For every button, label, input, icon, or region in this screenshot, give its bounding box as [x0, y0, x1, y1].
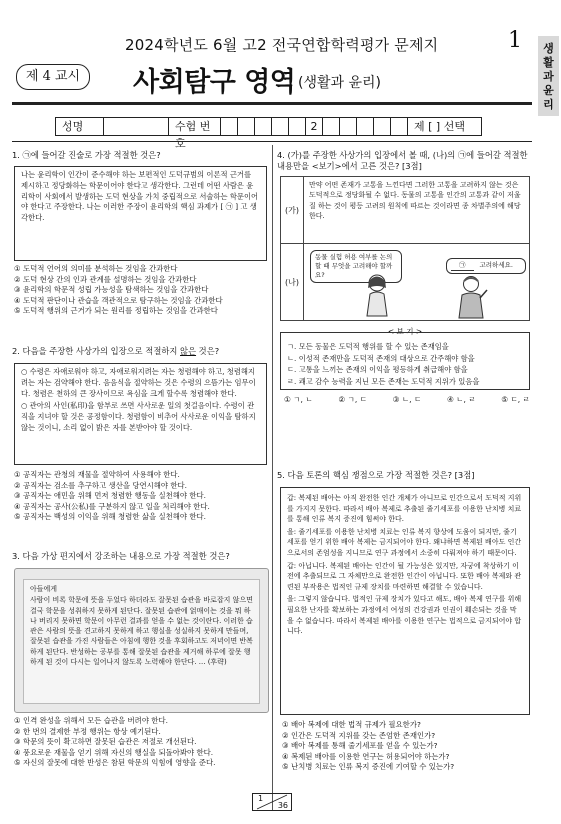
exam-no-cell[interactable] [255, 118, 272, 135]
side-tab-char: 활 [543, 56, 554, 69]
teacher-speech-bubble [446, 258, 526, 274]
footer-page: 1 [258, 794, 264, 803]
q2-stem-pre: 2. 다음을 주장한 사상가의 입장으로 적절하지 [12, 346, 181, 356]
debate-turn [287, 594, 523, 636]
q4-row-na [281, 244, 529, 321]
exam-no-cell[interactable] [238, 118, 255, 135]
exam-no-cell[interactable] [323, 118, 340, 135]
q4-option[interactable]: ⑤ ㄷ, ㄹ [501, 395, 530, 404]
name-label: 성명 [56, 118, 104, 135]
subject-side-tab [538, 36, 559, 116]
q4-options [284, 394, 530, 405]
q1-passage-text: 나는 윤리학이 인간이 준수해야 하는 보편적인 도덕규범의 이론적 근거를 제시하고 정당화하는 학문이어야 한다고 생각한다. 그런데 어떤 사람은 윤리학이 사회에서 발생하는 도덕 현상을 가치 중립적으로 서술하는 학문이어야 한다고 주장한다. 나는 이러한 주장이 윤리학의 핵심 과제가 [ ㉠ ] 고 생각한다. [21, 170, 259, 223]
q3-letter-body: 사람이 비록 학문에 뜻을 두었다 하더라도 잘못된 습관을 바로잡지 않으면 결국 학문을 성취하지 못하게 된단다. 잘못된 습관에 얽매이는 것을 뭐 하나 버리지 못하면 학문이 아무런 결과를 얻을 수 없는 것이란다. 이러한 습관은 사람의 뜻을 견고하지 못하게 하고 행실을 성실하지 못하게 만들며, 잘못된 습관을 가진 사람들은 아침에 행한 것을 후회하고도 저녁이면 반복하게 된단다. 반성하는 공부를 통해 잘못된 습관을 제거해 하루에 잘못 행하게 된 것이 다시는 일어나지 않도록 노력해야 한단다. ... (후략) [30, 596, 253, 667]
debate-turn [287, 527, 523, 559]
exam-no-cell[interactable] [357, 118, 374, 135]
subject-title: 사회탐구 영역 [133, 67, 296, 98]
q3-stem: 3. 다음 가상 편지에서 강조하는 내용으로 가장 적절한 것은? [12, 551, 230, 561]
header-rule [12, 102, 532, 105]
subject-subtitle: (생활과 윤리) [298, 75, 381, 91]
q3-letter [23, 579, 260, 704]
q2-option[interactable]: ① 공직자는 관청의 재물을 절약하여 사용해야 한다. [14, 470, 180, 479]
q4-ga-text: 만약 어떤 존재가 고통을 느낀다면 그러한 고통을 고려하지 않는 것은 도덕적으로 정당화될 수 없다. 동물의 고통을 인간의 고통과 같이 저울질 하는 것이 평등 고려의 원칙에 따르는 것이라면 종 차별주의에 해당한다. [309, 181, 521, 221]
q3-options [14, 716, 272, 769]
q1-option[interactable]: ④ 도덕적 판단이나 관습을 객관적으로 탐구하는 것임을 간과한다 [14, 295, 223, 305]
side-tab-char: 윤 [543, 84, 554, 97]
bogi-item: ㄴ. 이성적 존재만을 도덕적 존재의 대상으로 간주해야 함을 [287, 353, 475, 363]
exam-no-cell[interactable] [272, 118, 289, 135]
debate-turn [287, 493, 523, 525]
q2-options [14, 470, 272, 523]
bogi-item: ㄹ. 쾌고 감수 능력을 지닌 모든 존재는 도덕적 지위가 있음을 [287, 376, 480, 386]
q4-option[interactable]: ① ㄱ, ㄴ [284, 395, 313, 404]
bogi-title: < 보 기 > [387, 327, 423, 336]
exam-no-cell[interactable] [340, 118, 357, 135]
debate-text: 아닙니다. 복제된 배아는 인간이 될 가능성은 있지만, 자궁에 착상하기 이전에 추출되므로 그 자체만으로 완전한 인간이 아닙니다. 또한 배아 복제와 관련된 부작용은 법적인 규제 장치를 마련하면 해결할 수 있습니다. [287, 561, 522, 591]
debate-text: 그렇지 않습니다. 법적인 규제 장치가 있다고 해도, 배아 복제 연구를 위해 필요한 난자를 확보하는 과정에서 여성의 건강권과 인권이 훼손되는 것을 막을 수 없습니다. 따라서 복제된 배아를 이용한 연구는 법적으로 금지되어야 합니다. [287, 595, 522, 636]
q5-debate-box [280, 487, 530, 715]
q4-na-label: (나) [281, 244, 304, 321]
q2-stem [12, 346, 270, 357]
exam-no-cell[interactable] [374, 118, 391, 135]
q5-option[interactable]: ⑤ 난치병 치료는 인류 복지 증진에 기여할 수 있는가? [282, 762, 455, 771]
q4-cartoon [304, 244, 529, 321]
q3-option[interactable]: ① 인격 완성을 위해서 모든 습관을 버려야 한다. [14, 716, 168, 725]
debate-speaker: 을: [287, 527, 297, 536]
exam-no-cell[interactable] [289, 118, 306, 135]
q1-passage [14, 166, 267, 261]
q2-option[interactable]: ⑤ 공직자는 백성의 이익을 위해 청렴한 삶을 실천해야 한다. [14, 512, 206, 521]
teacher-bubble-suffix: 고려하세요. [479, 261, 513, 269]
q2-stem-emphasis: 않은 [180, 346, 197, 356]
q2-option[interactable]: ④ 공직자는 공사(公私)를 구분하지 않고 일을 처리해야 한다. [14, 501, 210, 511]
debate-speaker: 을: [287, 595, 297, 604]
exam-no-label: 수험 번호 [169, 118, 221, 135]
q3-option[interactable]: ⑤ 자신의 잘못에 대한 반성은 참된 학문의 익힘에 영향을 준다. [14, 758, 216, 767]
q4-bogi-box [280, 332, 530, 390]
teacher-bubble-blank: ㉠ [451, 261, 474, 271]
exam-no-cell[interactable] [391, 118, 408, 135]
q2-passage [14, 363, 267, 465]
q1-stem: 1. ㉠에 들어갈 진술로 가장 적절한 것은? [12, 150, 161, 160]
q1-option[interactable]: ① 도덕적 언어의 의미를 분석하는 것임을 간과한다 [14, 264, 178, 273]
debate-text: 복제된 배아는 아직 완전한 인간 개체가 아니므로 인간으로서 도덕적 지위를 가지지 못한다. 따라서 배아 복제로 추출된 줄기세포를 이용한 난치병 치료를 통해 인류 복지 증진에 힘써야 한다. [287, 494, 522, 524]
q3-letter-salutation: 아들에게 [30, 585, 58, 593]
q1-option[interactable]: ③ 윤리학의 학문적 성립 가능성을 탐색하는 것임을 간과한다 [14, 285, 209, 294]
q3-option[interactable]: ② 한 번의 결제한 부정 행위는 항상 예기된다. [14, 726, 161, 736]
debate-turn [287, 561, 523, 593]
q3-option[interactable]: ③ 학문의 뜻이 확고하면 잘못된 습관은 저절로 개선된다. [14, 737, 197, 746]
q1-option[interactable]: ⑤ 도덕적 행위의 근거가 되는 원리를 정립하는 것임을 간과한다 [14, 306, 218, 315]
q5-stem: 5. 다음 토론의 핵심 쟁점으로 가장 적절한 것은? [3점] [277, 470, 475, 480]
q4-ga-label: (가) [281, 177, 304, 243]
bogi-item: ㄱ. 모든 동물은 도덕적 행위를 할 수 있는 존재임을 [287, 342, 449, 351]
info-rule [12, 141, 532, 142]
q4-stem: 4. (가)를 주장한 사상가의 입장에서 볼 때, (나)의 ㉠에 들어갈 적절한 내용만을 <보기>에서 고른 것은? [3점] [277, 150, 528, 171]
footer-total: 36 [277, 801, 288, 810]
q4-option[interactable]: ④ ㄴ, ㄹ [446, 395, 476, 404]
period-label: 제 4 교시 [16, 64, 90, 90]
side-tab-char: 생 [543, 42, 554, 55]
page-footer [252, 793, 292, 811]
debate-speaker: 갑: [287, 561, 297, 570]
side-tab-char: 리 [543, 98, 554, 111]
elective-label: 제 [ ] 선택 [414, 120, 465, 133]
q4-option[interactable]: ② ㄱ, ㄷ [338, 395, 368, 404]
q2-option[interactable]: ② 공직자는 검소를 추구하고 생산을 당연시해야 한다. [14, 480, 187, 490]
bogi-item: ㄷ. 고통을 느끼는 존재의 이익을 평등하게 취급해야 함을 [287, 365, 468, 374]
q5-option[interactable]: ② 인간은 도덕적 지위를 갖는 존엄한 존재인가? [282, 730, 436, 740]
q4-data-table [280, 176, 530, 321]
q5-option[interactable]: ④ 복제된 배아를 이용한 연구는 허용되어야 하는가? [282, 751, 450, 761]
exam-title: 2024학년도 6월 고2 전국연합학력평가 문제지 [125, 36, 439, 54]
q3-letter-scroll [14, 568, 269, 713]
q2-stem-post: 것은? [196, 346, 220, 356]
examinee-info-row [55, 117, 482, 150]
q1-options [14, 264, 272, 317]
q1-option[interactable]: ② 도덕 현상 간의 인과 관계를 설명하는 것임을 간과한다 [14, 274, 197, 284]
q5-options [282, 720, 532, 773]
q5-option[interactable]: ① 배아 복제에 대한 법적 규제가 필요한가? [282, 720, 421, 729]
column-divider [272, 145, 273, 810]
exam-no-cell: 2 [306, 118, 323, 135]
student-figure-icon [360, 272, 394, 318]
page-number: 1 [508, 28, 522, 53]
side-tab-char: 과 [543, 70, 554, 83]
q2-passage-para: ○ 수령은 자애로워야 하고, 자애로워지려는 자는 청렴해야 하고, 청렴해지려는 자는 검약해야 한다. 음음식을 절약하는 것은 수령의 으뜸가는 임무이다. 청렴은 천하의 큰 장사이므로 욕심을 크게 할수록 청렴해야 한다. [21, 367, 256, 398]
q4-row-ga [281, 177, 529, 244]
teacher-figure-icon [454, 274, 488, 320]
q5-option[interactable]: ③ 배아 복제를 통해 줄기세포를 얻을 수 있는가? [282, 741, 438, 750]
q4-option[interactable]: ③ ㄴ, ㄷ [392, 395, 422, 404]
student-speech-bubble: 동물 실험 허용 여부를 논의할 때 무엇을 고려해야 할까요? [310, 250, 402, 283]
name-field[interactable] [104, 118, 169, 135]
q2-passage-para: ○ 관아의 사인(私印)을 함부로 쓰면 사사로운 일의 첫걸음이다. 수령이 관직을 지녀야 할 것은 공정함이다. 청렴함이 비추어 사사로운 이익을 탐하지 않는 것이니, 소리 없이 밝은 자를 본받아야 할 것이다. [21, 401, 256, 432]
debate-speaker: 갑: [287, 494, 297, 502]
q2-option[interactable]: ③ 공직자는 애민을 위해 먼저 청렴한 행동을 실천해야 한다. [14, 491, 206, 500]
exam-no-cell[interactable] [221, 118, 238, 135]
q3-option[interactable]: ④ 풍요로운 재물을 얻기 위해 자신의 행실을 되돌아봐야 한다. [14, 747, 214, 757]
debate-text: 줄기세포를 이용한 난치병 치료는 인류 복지 향상에 도움이 되지만, 줄기세포를 얻기 위한 배아 복제는 금지되어야 한다. 왜냐하면 복제된 배아도 인간으로서의 존엄성을 지니므로 연구 과정에서 소중히 다뤄져야 하기 때문이다. [287, 527, 522, 557]
